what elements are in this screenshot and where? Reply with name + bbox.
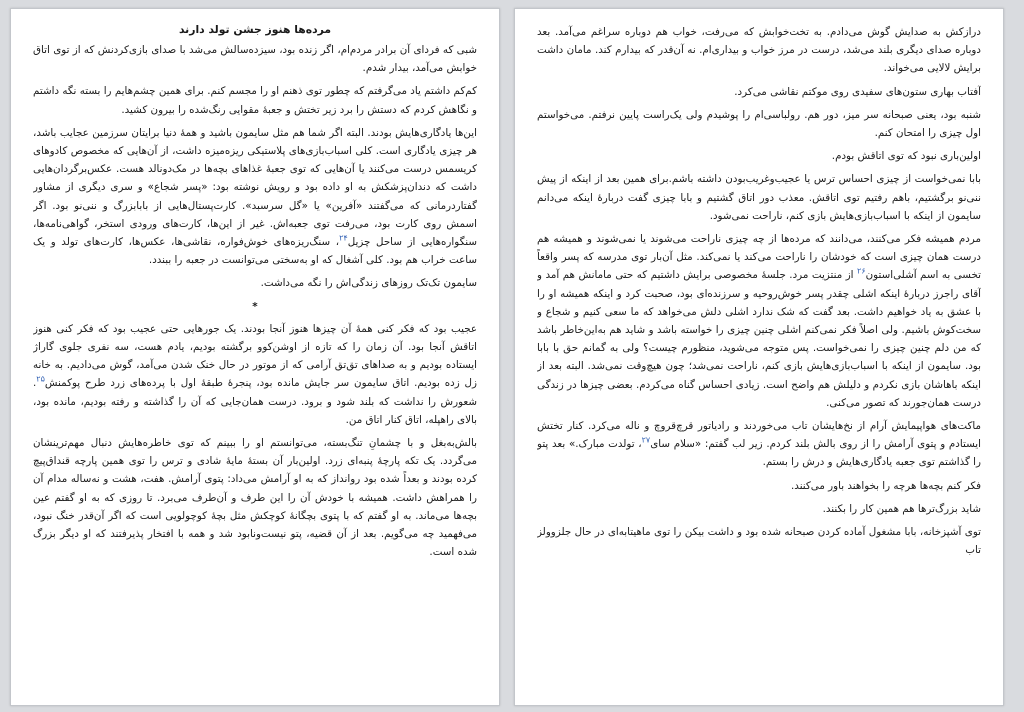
right-page bbox=[514, 8, 1004, 706]
paragraph: سایمون تک‌تک روزهای زندگی‌اش را نگه می‌داشت. bbox=[260, 277, 477, 290]
left-page-text bbox=[33, 41, 477, 566]
left-page bbox=[10, 8, 500, 706]
paragraph-text: عجیب بود که فکر کنی همهٔ آن چیزها هنوز آنجا بودند. یک جورهایی حتی عجیب بود که فکر کنی هنوز اتاقش آنجا بود. آن زمان را که تازه از اوشن‌کوو برگشته بودیم، یادم هست، سه نفری جلوی گاراژ ایستاده بودیم و به صداهای تق‌تق آرامی که از موتور در حال خنک شدن می‌آمد، گوش می‌دادیم. به خانه زل زده بودیم. اتاق سایمون سر جایش مانده بود، پنجرهٔ طبقهٔ اول با پرده‌های زرد طرح پوکمنش bbox=[33, 322, 477, 390]
paragraph-text-cont: ، سنگ‌ریزه‌های خوش‌فواره، نقاشی‌ها، عکس‌ها، کارت‌های تولد و یک ساعت خراب هم بود. کلی آشغال که او به‌سختی می‌توانست در جعبه را ببندد. bbox=[33, 236, 477, 267]
footnote-marker[interactable]: ۲۴ bbox=[339, 233, 348, 243]
paragraph: اولین‌باری نبود که توی اتاقش بودم. bbox=[831, 150, 981, 163]
paragraph-text-cont: از منتزیت مرد. جلسهٔ مخصوصی برایش داشتیم که حتی مامانش هم آمد و آقای راجرز دربارهٔ اینکه اشلی چقدر پسر خوش‌روحیه و سرزنده‌ای بود، صحبت کرد و اینکه همیشه او را با عشق به یاد خواهیم داشت. بعد گفت که شک ندارد اشلی دلش می‌خواهد که ما سعی کنیم و شجاع و سخت‌کوش باشیم. ولی اصلاً فکر نمی‌کنم اشلی چنین چیزی را خواسته باشد و شاید هم به‌این‌خاطر باشد که من دلم چنین چیزی را نمی‌خواست. پس متوجه می‌شوید، منظورم چیست؟ ولی به گمانم حق با بابا بود. سایمون از اینکه با اسباب‌بازی‌هایش بازی کنم، ناراحت نمی‌شد؛ چون هیچ‌وقت نمی‌شد. البته بعد از اینکه باهاشان بازی نکردم و دلیلش هم واضح است. زیادی احساس گناه می‌کردم. بعضی چیزها در زندگی درست همان‌جورند که تصور می‌کنی. bbox=[537, 269, 981, 409]
paragraph bbox=[33, 320, 477, 429]
paragraph: کم‌کم داشتم یاد می‌گرفتم که چطور توی ذهنم او را مجسم کنم. برای همین چشم‌هایم را بسته نگه داشتم و نگاهش کردم که دستش را برد زیر تختش و جعبهٔ مقوایی رنگ‌شده را بیرون کشید. bbox=[33, 85, 477, 116]
chapter-title: مرده‌ها هنوز جشن تولد دارند bbox=[178, 23, 332, 36]
paragraph-text: مردم همیشه فکر می‌کنند، می‌دانند که مرده‌ها از چه چیزی ناراحت می‌شوند یا نمی‌شوند و همیشه هم درست همان چیزی است که خودشان را ناراحت می‌کند یا نمی‌کند. مثل آن‌بار توی مدرسه که پسر واقعاً تخسی به اسم آشلی‌استون bbox=[537, 233, 981, 282]
paragraph: فکر کنم بچه‌ها هرچه را بخواهند باور می‌کنند. bbox=[791, 479, 981, 492]
paragraph: بالش‌به‌بغل و با چشمانِ تنگ‌بسته، می‌توانستم او را ببینم که توی خاطره‌هایش دنبال مهم‌ترینشان می‌گردد. یک تکه پارچهٔ پنبه‌ای زرد. اولین‌بار آن بستهٔ مایهٔ شادی و ترس را توی همین پارچه قنداق‌پیچ کرده بودند و بعداً شده بود روانداز که به او آرامش می‌داد: پتوی آرامش. هفت، هشت و نه‌ساله مدام آن را همراهش داشت. همیشه با خودش آن را این طرف و آن‌طرف می‌برد. تا روزی که به او گفتم عین بچه‌ها می‌ماند. به او گفتم که با پتوی بچگانهٔ کوچکش مثل بچهٔ کوچولویی است که اگر آن‌قدر خنگ نبود، می‌فهمید چه می‌گویم. بعد از آن قضیه، پتو نیست‌ونابود شد و همه با افتخار پذیرفتند که او دیگر بزرگ شده است. bbox=[33, 437, 477, 559]
paragraph-text-cont: ، تولدت مبارک.» بعد پتو را گذاشتم توی جعبه یادگاری‌هایش و درش را بستم. bbox=[537, 438, 981, 469]
paragraph bbox=[33, 124, 477, 270]
paragraph: توی آشپزخانه، بابا مشغول آماده کردن صبحانه شده بود و داشت بیکن را توی ماهیتابه‌ای در حال جلزوولز تاب bbox=[537, 526, 981, 557]
paragraph: آفتاب بهاری ستون‌های سفیدی روی موکتم نقاشی می‌کرد. bbox=[734, 85, 981, 98]
paragraph bbox=[537, 230, 981, 412]
right-page-text bbox=[537, 23, 981, 564]
paragraph: بابا نمی‌خواست از چیزی احساس ترس یا عجیب‌وغریب‌بودن داشته باشم.برای همین بعد از اینکه از پیش ننی‌نو برگشتیم، باهم رفتیم توی اتاقش. معذب دور اتاق گشتیم و بابا چیزی گفت دربارهٔ اینکه می‌دانم سایمون از اینکه با اسباب‌بازی‌هایش بازی کنم، ناراحت نمی‌شود. bbox=[537, 173, 981, 222]
paragraph: شبی که فردای آن برادر مردم‌ام، اگر زنده بود، سیزده‌سالش می‌شد با صدای بازی‌کردنش که از توی اتاق خوابش می‌آمد، بیدار شدم. bbox=[33, 44, 477, 75]
paragraph-text: این‌ها یادگاری‌هایش بودند. البته اگر شما هم مثل سایمون باشید و همهٔ دنیا برایتان سرزمین عجایب باشد، هر چیزی یادگاری است. کلی اسباب‌بازی‌های پلاستیکی ریزه‌میزه داشت، از آن‌هایی که مخصوص کادوهای کریسمس درست می‌کنند یا آن‌هایی که توی جعبهٔ غذاهای بچه‌ها در مک‌دونالد هست. عکس‌برگردان‌هایی داشت که دندان‌پزشکش به او داده بود و رویش نوشته بود: «پسر شجاع» و سری دیگری از مشاور گفتاردرمانی که می‌گفتند «آفرین» یا «گل سرسبد». کارت‌پستال‌هایی از بابابزرگ و ننی‌نو بود. اگر اسمش روی کارت بود، می‌رفت توی جعبه‌اش. غیر از این‌ها، کارت‌های ورودی استخر، گواهی‌نامه‌ها، سنگواره‌هایی از ساحل چزیل bbox=[33, 126, 477, 249]
paragraph-text-cont: . شعورش را نداشت که بلند شود و برود. درست همان‌جایی که آن را گذاشته و رفته بودیم، مانده بود، بالای راهپله، اتاق کنار اتاق من. bbox=[33, 377, 477, 426]
footnote-marker[interactable]: ۲۶ bbox=[857, 267, 866, 277]
footnote-marker[interactable]: ۲۷ bbox=[641, 435, 651, 445]
paragraph bbox=[537, 417, 981, 472]
paragraph: درازکش به صدایش گوش می‌دادم. به تخت‌خوابش که می‌رفت، خواب هم دوباره سراغم می‌آمد. بعد دوباره صدای دیگری بلند می‌شد، درست در مرز خواب و بیداری‌ام. نه آن‌قدر که بیدارم کند. مامان داشت برایش لالایی می‌خواند. bbox=[537, 26, 981, 75]
paragraph-text: ماکت‌های هواپیمایش آرام از نخ‌هایشان تاب می‌خوردند و رادیاتور قرچ‌قروچ و ناله می‌کرد. کنار تختش ایستادم و پتوی آرامش را از روی بالش بلند کردم. زیر لب گفتم: «سلام سای bbox=[537, 420, 981, 451]
footnote-marker[interactable]: ۲۵ bbox=[36, 375, 45, 385]
section-separator: * bbox=[252, 300, 258, 313]
paragraph: شنبه بود، یعنی صبحانه سر میز، دور هم. رولباسی‌ام را پوشیدم ولی یک‌راست پایین نرفتم. می‌خواستم اول چیزی را امتحان کنم. bbox=[537, 108, 981, 140]
paragraph: شاید بزرگ‌ترها هم همین کار را بکنند. bbox=[822, 502, 981, 515]
